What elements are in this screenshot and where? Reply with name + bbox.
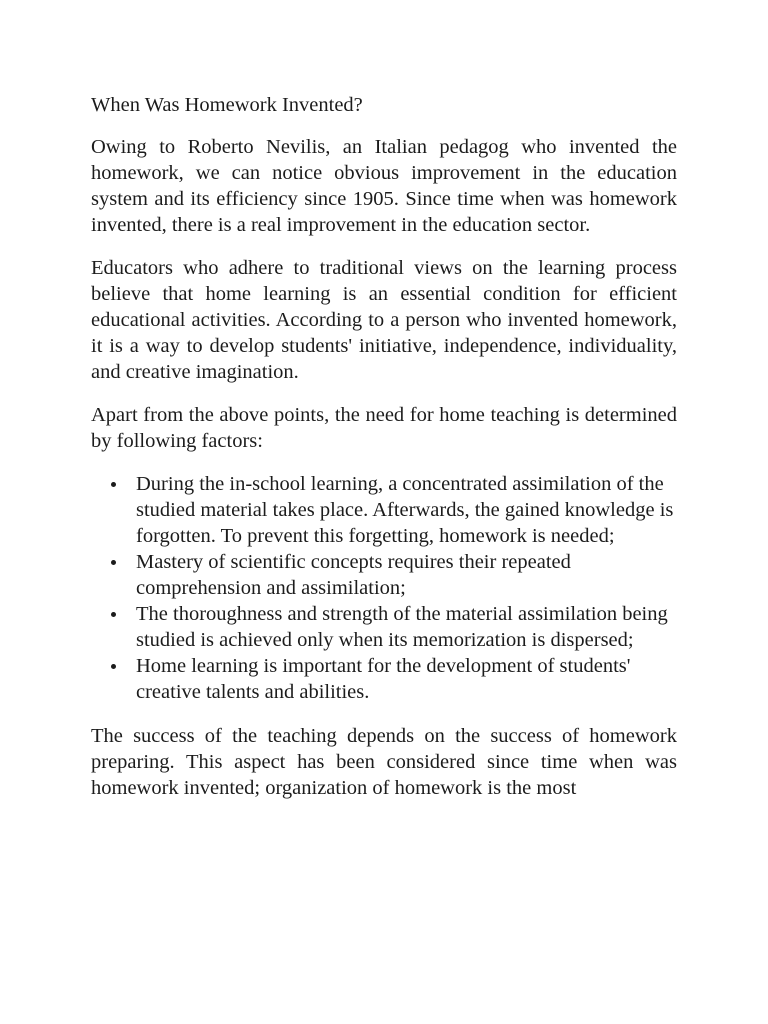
list-item: [136, 601, 677, 653]
bullet-icon: [111, 560, 116, 565]
success-paragraph: The success of the teaching depends on the success of homework preparing. This aspect has been considered since time when was homework invented; organization of homework is the most: [91, 725, 677, 799]
list-item-text: During the in-school learning, a concentrated assimilation of the studied material takes place. Afterwards, the gained knowledge is forgotten. To prevent this forgetting, homework is needed;: [136, 473, 674, 547]
list-item-text: The thoroughness and strength of the material assimilation being studied is achieved only when its memorization is dispersed;: [136, 603, 668, 651]
list-item-text: Mastery of scientific concepts requires their repeated comprehension and assimilation;: [136, 551, 571, 599]
list-item-text: Home learning is important for the development of students' creative talents and abilities.: [136, 655, 631, 703]
document-page: [91, 92, 677, 801]
bullet-icon: [111, 664, 116, 669]
list-item: [136, 471, 677, 549]
bullet-icon: [111, 612, 116, 617]
intro-paragraph: Owing to Roberto Nevilis, an Italian pedagog who invented the homework, we can notice obvious improvement in the education system and its efficiency since 1905. Since time when was homework invented, there is a real improvement in the education sector.: [91, 136, 677, 236]
list-item: [136, 549, 677, 601]
bullet-icon: [111, 482, 116, 487]
list-item: [136, 653, 677, 705]
factors-intro-paragraph: Apart from the above points, the need for home teaching is determined by following factors:: [91, 404, 677, 452]
educators-paragraph: Educators who adhere to traditional views on the learning process believe that home learning is an essential condition for efficient educational activities. According to a person who invented homework, it is a way to develop students' initiative, independence, individuality, and creative imagination.: [91, 257, 677, 383]
document-title: When Was Homework Invented?: [91, 94, 363, 116]
factors-list: [91, 471, 677, 705]
